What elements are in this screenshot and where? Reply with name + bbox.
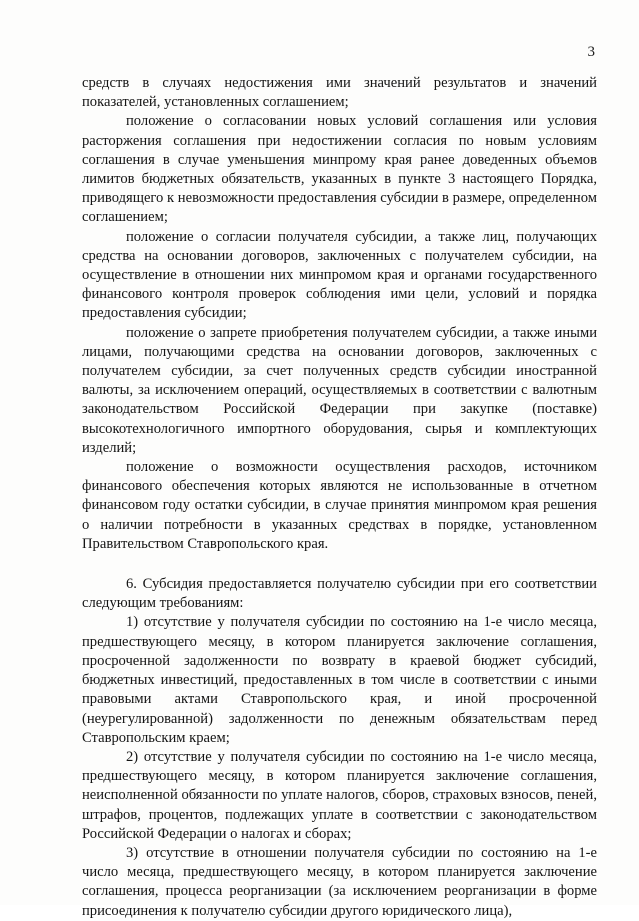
paragraph-section-6: 6. Субсидия предоставляется получателю субсидии при его соответствии следующим требованиям: bbox=[82, 576, 597, 612]
document-body bbox=[82, 74, 597, 921]
paragraph-agreement-terms: положение о согласовании новых условий соглашения или условия расторжения соглашения при недостижении согласия по новым условиям соглашения в случае уменьшения минпрому края ранее доведенных объемов лимитов бюджетных обязательств, указанных в пункте 3 настоящего Порядка, приводящего к невозможности предоставления субсидии в размере, определенном соглашением; bbox=[82, 113, 597, 226]
paragraph-requirement-1: 1) отсутствие у получателя субсидии по состоянию на 1-е число месяца, предшествующего месяцу, в котором планируется заключение соглашения, просроченной задолженности по возврату в краевой бюджет субсидий, бюджетных инвестиций, предоставленных в том числе в соответствии с иными правовыми актами Ставропольского края, и иной просроченной (неурегулированной) задолженности по денежным обязательствам перед Ставропольским краем; bbox=[82, 614, 597, 746]
paragraph-consent-inspection: положение о согласии получателя субсидии, а также лиц, получающих средства на основании договоров, заключенных с получателем субсидии, на осуществление в отношении них минпромом края и органами государственного финансового контроля проверок соблюдения ими цели, условий и порядка предоставления субсидии; bbox=[82, 228, 597, 322]
paragraph-requirement-3: 3) отсутствие в отношении получателя субсидии по состоянию на 1-е число месяца, предшествующего месяцу, в котором планируется заключение соглашения, процесса реорганизации (за исключением реорганизации в форме присоединения к получателю субсидии другого юридического лица), bbox=[82, 844, 597, 919]
paragraph-requirement-2: 2) отсутствие у получателя субсидии по состоянию на 1-е число месяца, предшествующего месяцу, в котором планируется заключение соглашения, неисполненной обязанности по уплате налогов, сборов, страховых взносов, пеней, штрафов, процентов, подлежащих уплате в соответствии с законодательством Российской Федерации о налогах и сборах; bbox=[82, 748, 597, 842]
page-number: 3 bbox=[587, 44, 595, 60]
paragraph-remaining-funds: положение о возможности осуществления расходов, источником финансового обеспечения которых являются не использованные в отчетном финансовом году остатки субсидии, в случае принятия минпромом края решения о наличии потребности в указанных средствах в порядке, установленном Правительством Ставропольского края. bbox=[82, 459, 597, 552]
paragraph-foreign-currency-ban: положение о запрете приобретения получателем субсидии, а также иными лицами, получающими средства на основании договоров, заключенных с получателем субсидии, за счет полученных средств субсидии иностранной валюты, за исключением операций, осуществляемых в соответствии с валютным законодательством Российской Федерации при закупке (поставке) высокотехнологичного импортного оборудования, сырья и комплектующих изделий; bbox=[82, 324, 597, 456]
paragraph-continuation: средств в случаях недостижения ими значений результатов и значений показателей, установленных соглашением; bbox=[82, 75, 597, 111]
